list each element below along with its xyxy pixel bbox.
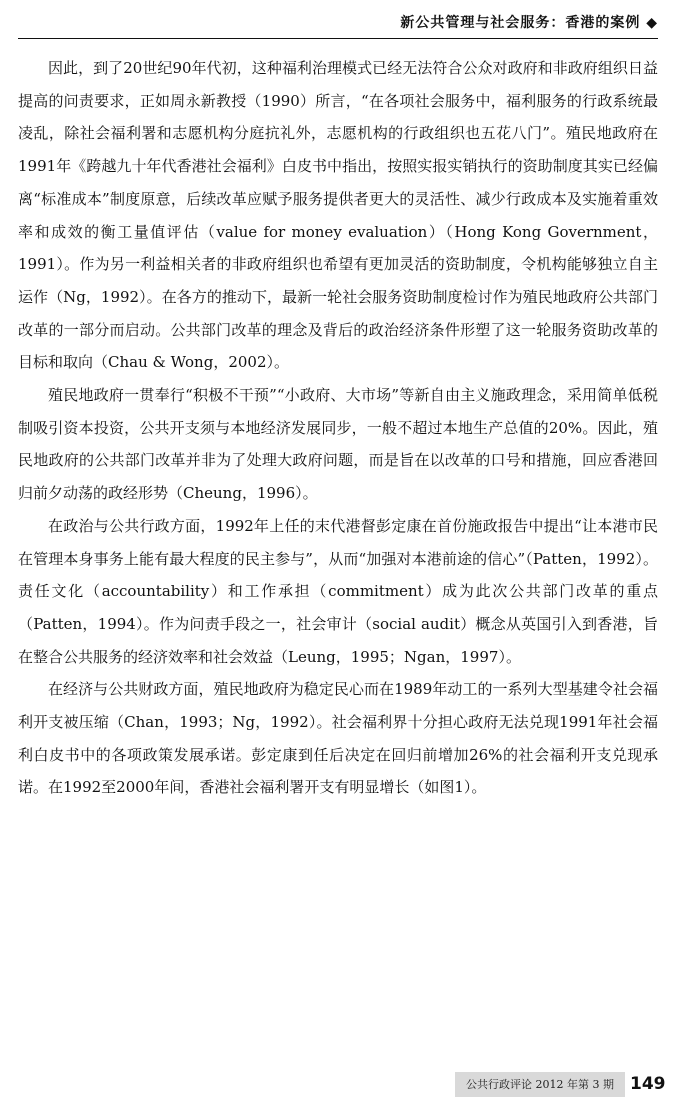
paragraph-3: 在政治与公共行政方面，1992年上任的末代港督彭定康在首份施政报告中提出“让本港市民在管理本身事务上能有最大程度的民主参与”，从而“加强对本港前途的信心”（Patten，1992）。责任文化（accountability）和工作承担（commitment）成为此次公共部门改革的重点（Patten，1994）。作为问责手段之一，社会审计（social audit）概念从英国引入到香港，旨在整合公共服务的经济效率和社会效益（Leung，1995；Ngan，1997）。 [18,516,658,666]
journal-footer [455,1072,625,1097]
header-divider [18,38,658,39]
journal-issue: 公共行政评论 2012 年第 3 期 [466,1078,614,1091]
paragraph-4: 在经济与公共财政方面，殖民地政府为稳定民心而在1989年动工的一系列大型基建令社会福利开支被压缩（Chan，1993；Ng，1992）。社会福利界十分担心政府无法兑现1991年社会福利白皮书中的各项政策发展承诺。彭定康到任后决定在回归前增加26%的社会福利开支兑现承诺。在1992至2000年间，香港社会福利署开支有明显增长（如图1）。 [18,680,658,797]
running-header: 新公共管理与社会服务：香港的案例 ◆ [400,15,658,31]
article-body [18,52,658,804]
page-number: 149 [630,1074,666,1094]
paragraph-2: 殖民地政府一贯奉行“积极不干预”“小政府、大市场”等新自由主义施政理念，采用简单低税制吸引资本投资，公共开支须与本地经济发展同步，一般不超过本地生产总值的20%。因此，殖民地政府的公共部门改革并非为了处理大政府问题，而是旨在以改革的口号和措施，回应香港回归前夕动荡的政经形势（Cheung，1996）。 [18,386,658,503]
paragraph-1: 因此，到了20世纪90年代初，这种福利治理模式已经无法符合公众对政府和非政府组织日益提高的问责要求，正如周永新教授（1990）所言，“在各项社会服务中，福利服务的行政系统最凌乱，除社会福利署和志愿机构分庭抗礼外，志愿机构的行政组织也五花八门”。殖民地政府在1991年《跨越九十年代香港社会福利》白皮书中指出，按照实报实销执行的资助制度其实已经偏离“标准成本”制度原意，后续改革应赋予服务提供者更大的灵活性、减少行政成本及实施着重效率和成效的衡工量值评估（value for money evaluation）（Hong Kong Government，1991）。作为另一利益相关者的非政府组织也希望有更加灵活的资助制度，令机构能够独立自主运作（Ng，1992）。在各方的推动下，最新一轮社会服务资助制度检讨作为殖民地政府公共部门改革的一部分而启动。公共部门改革的理念及背后的政治经济条件形塑了这一轮服务资助改革的目标和取向（Chau & Wong，2002）。 [18,59,658,372]
